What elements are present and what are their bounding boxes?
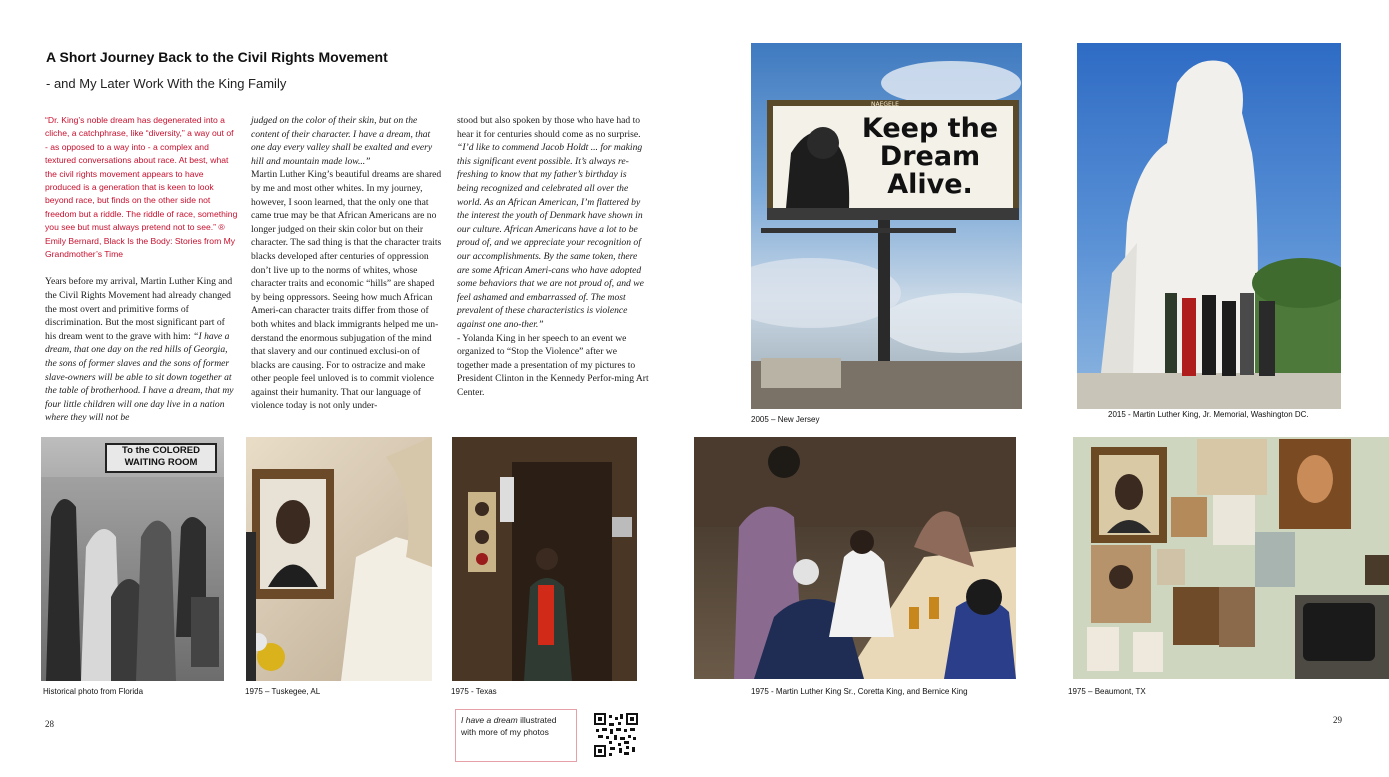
beaumont-illustration bbox=[1073, 437, 1389, 679]
billboard-line-3: Alive. bbox=[887, 169, 973, 200]
sign-line-1: To the COLORED bbox=[122, 445, 200, 456]
link-text: illustrated with more of my photos bbox=[461, 715, 557, 737]
billboard-line-1: Keep the bbox=[861, 113, 999, 144]
col3-text: stood but also spoken by those who have had to hear it for centuries should come as no surprise. bbox=[457, 115, 641, 140]
caption-tuskegee: 1975 – Tuskegee, AL bbox=[245, 687, 321, 696]
memorial-photo bbox=[1077, 43, 1341, 409]
florida-photo bbox=[41, 437, 224, 681]
memorial-illustration bbox=[1077, 43, 1341, 409]
link-italic-text: I have a dream bbox=[461, 715, 518, 725]
text-column-1 bbox=[45, 114, 238, 425]
page-subtitle: - and My Later Work With the King Family bbox=[46, 76, 287, 91]
caption-memorial: 2015 - Martin Luther King, Jr. Memorial, Washington DC. bbox=[1108, 410, 1309, 419]
billboard-line-2: Dream bbox=[879, 141, 981, 172]
qr-code[interactable] bbox=[594, 713, 638, 757]
billboard-text bbox=[855, 115, 1005, 199]
col2-text: Martin Luther King’s beautiful dreams are shared by me and most other whites. In my journey, however, I soon learned, that the only one that came true may be that African Americans are no longer judged on their skin color but on their character. The sad thing is that the character traits blacks developed after centuries of oppression don’t live up to the norms of whites, whose character traits and economic “hills” are shaped by being oppressors. Seeing how much African Ameri-can character traits differ from those of both whites and black immigrants helped me un-derstand the enormous subjugation of the mind that slavery and our continued exclusi-on of blacks are causing. For to ostracize and make other people feel unloved is to commit violence against their humanity. That our language of violence today is not only under- bbox=[251, 169, 442, 412]
page-number-left: 28 bbox=[45, 719, 54, 729]
sign-line-2: WAITING ROOM bbox=[124, 457, 198, 468]
king-family-photo bbox=[694, 437, 1016, 679]
billboard-photo bbox=[751, 43, 1022, 409]
florida-figures bbox=[41, 437, 224, 681]
photo-link-box[interactable] bbox=[455, 709, 577, 762]
page-number-right: 29 bbox=[1333, 715, 1342, 725]
text-column-2 bbox=[251, 114, 443, 413]
king-family-illustration bbox=[694, 437, 1016, 679]
caption-texas: 1975 - Texas bbox=[451, 687, 497, 696]
beaumont-photo bbox=[1073, 437, 1389, 679]
col3-text-2: - Yolanda King in her speech to an event we organized to “Stop the Violence” after we together made a presentation of my pictures to President Clinton in the Kennedy Perfor-ming Art Center. bbox=[457, 332, 649, 398]
caption-king-family: 1975 - Martin Luther King Sr., Coretta King, and Bernice King bbox=[751, 687, 968, 696]
caption-florida: Historical photo from Florida bbox=[43, 687, 144, 696]
col1-paragraph bbox=[45, 275, 238, 425]
billboard-illustration bbox=[751, 43, 1022, 409]
texas-illustration bbox=[452, 437, 637, 681]
qr-code-icon bbox=[594, 713, 638, 757]
caption-beaumont: 1975 – Beaumont, TX bbox=[1068, 687, 1146, 696]
texas-photo bbox=[452, 437, 637, 681]
col2-dream-quote: judged on the color of their skin, but on the content of their character. I have a dream, that one day every valley shall be exalted and every hill and mountain made low...” bbox=[251, 115, 433, 167]
text-column-3 bbox=[457, 114, 650, 399]
tuskegee-illustration bbox=[246, 437, 432, 681]
billboard-brand: NAEGELE bbox=[871, 101, 899, 108]
caption-new-jersey: 2005 – New Jersey bbox=[751, 415, 820, 424]
page-title: A Short Journey Back to the Civil Rights Movement bbox=[46, 49, 388, 65]
red-quote: “Dr. King’s noble dream has degenerated into a cliche, a catchphrase, like “diversity,” a way out of - as opposed to a way into - a complex and textured conversations about race. At best, what the civil rights movement appears to have produced is a generation that is keen to look beyond race, but finds on the other side not freedom but a riddle. The riddle of race, something you see but must always pretend not to see.” ® Emily Bernard, Black Is the Body: Stories from My Grandmother’s Time bbox=[45, 115, 238, 260]
yolanda-quote: “I’d like to commend Jacob Holdt ... for making this significant event possible. It’s always re-freshing to know that my father’s birthday is being recognized and celebrated all over the world. As an African American, I’m flattered by the interest the youth of Denmark have shown in our culture. African Americans have a lot to be proud of, and we appreciate your recognition of our accomplishments. By the same token, there are some African Ameri-cans who have adopted some behaviors that we are not proud of, and we feel ashamed and embarrassed of. The most prevalent of these characteristics is violence against one ano-ther.” bbox=[457, 142, 644, 330]
tuskegee-photo bbox=[246, 437, 432, 681]
col1-text: Years before my arrival, Martin Luther King and the Civil Rights Movement had already changed the most overt and primitive forms of discrimination. But the most significant part of his dream went to the grave with him: bbox=[45, 276, 233, 342]
col1-dream-quote: “I have a dream, that one day on the red hills of Georgia, the sons of former slaves and the sons of former slave-owners will be able to sit down together at the table of brotherhood. I have a dream, that my four little children will one day live in a nation where they will not be bbox=[45, 330, 234, 424]
